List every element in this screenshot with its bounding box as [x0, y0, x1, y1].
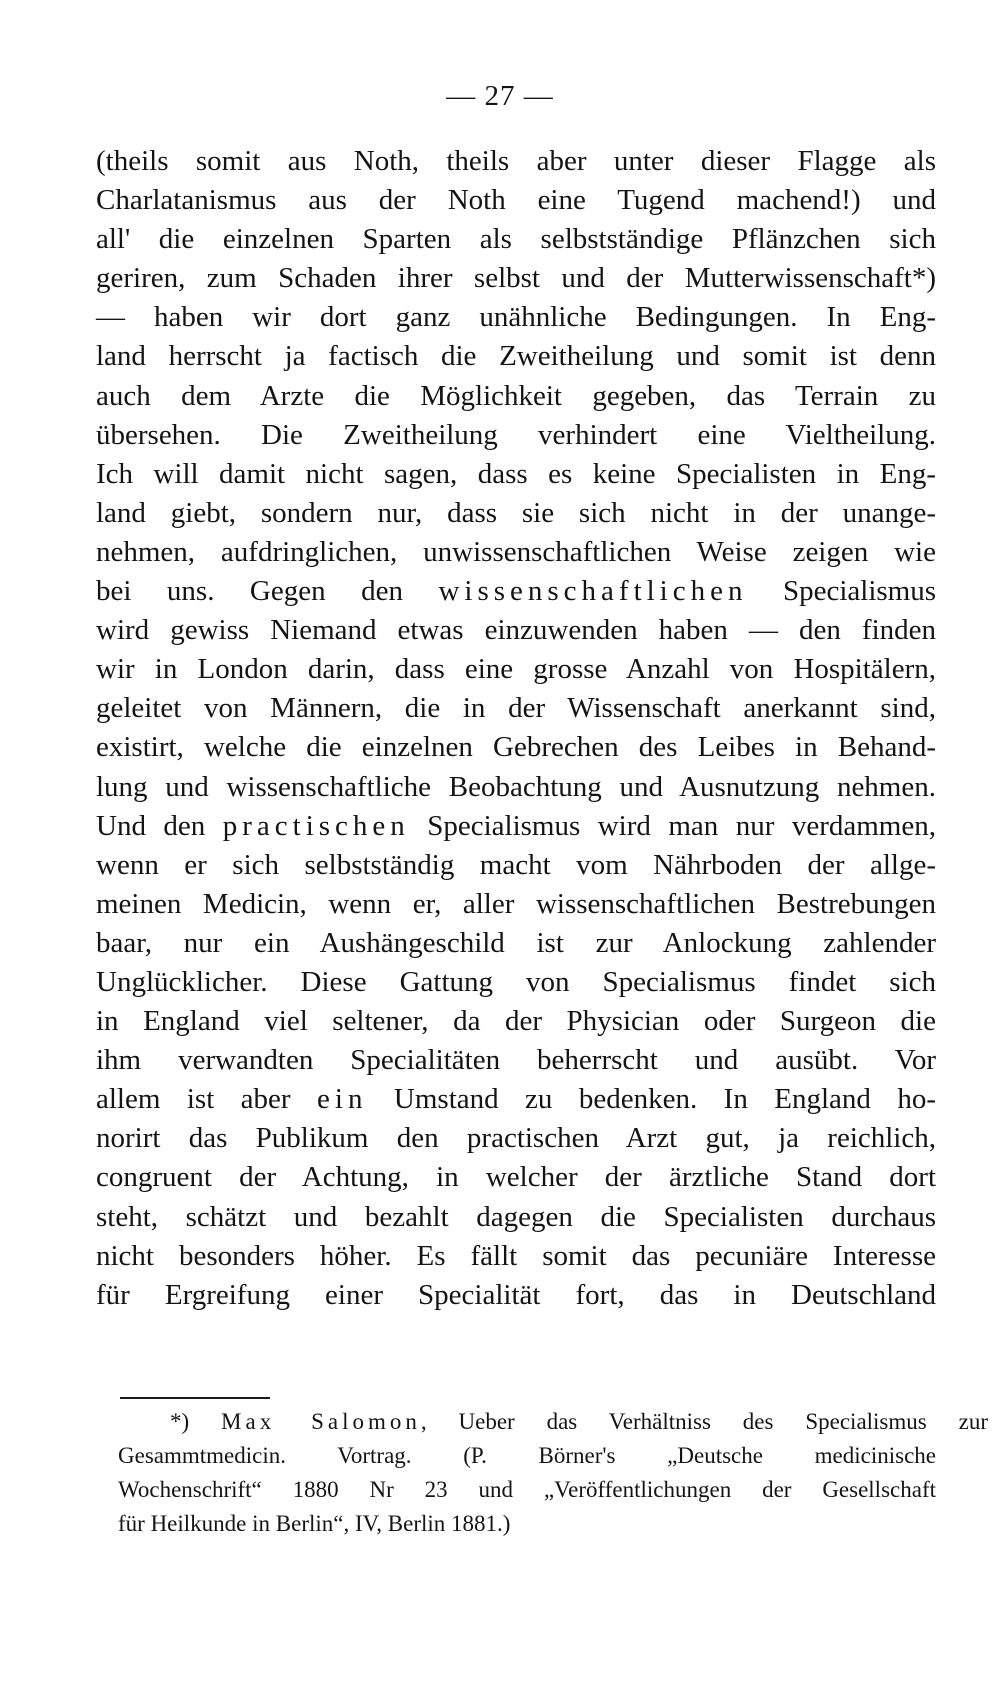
text-line: [96, 1080, 936, 1119]
text-line: in England viel seltener, da der Physician oder Surgeon die: [96, 1005, 936, 1038]
text-line: wenn er sich selbstständig macht vom Nährboden der allge-: [96, 848, 936, 881]
text-segment: allem ist aber: [96, 1083, 318, 1116]
text-segment: Umstand zu bedenken. In England ho-: [367, 1083, 936, 1116]
emphasized-text: wissenschaftlichen: [438, 575, 748, 608]
text-line: lung und wissenschaftliche Beobachtung und Ausnutzung nehmen.: [96, 770, 936, 803]
text-line: geleitet von Männern, die in der Wissenschaft anerkannt sind,: [96, 692, 936, 725]
text-line: Charlatanismus aus der Noth eine Tugend machend!) und: [96, 184, 936, 217]
footnote-line: Gesammtmedicin. Vortrag. (P. Börner's „Deutsche medicinische: [118, 1443, 936, 1468]
text-line: land giebt, sondern nur, dass sie sich nicht in der unange-: [96, 496, 936, 529]
text-line: meinen Medicin, wenn er, aller wissenschaftlichen Bestrebungen: [96, 887, 936, 920]
text-line: nehmen, aufdringlichen, unwissenschaftlichen Weise zeigen wie: [96, 535, 936, 568]
text-segment: Und den: [96, 809, 223, 842]
footnote-author: Max Salomon: [221, 1409, 421, 1434]
text-line: all' die einzelnen Sparten als selbstständige Pflänzchen sich: [96, 223, 936, 256]
text-line: norirt das Publikum den practischen Arzt gut, ja reichlich,: [96, 1122, 936, 1155]
text-line: land herrscht ja factisch die Zweitheilung und somit ist denn: [96, 340, 936, 373]
footnote-line: Wochenschrift“ 1880 Nr 23 und „Veröffentlichungen der Gesellschaft: [118, 1477, 936, 1502]
text-line: Unglücklicher. Diese Gattung von Specialismus findet sich: [96, 965, 936, 998]
text-line: [96, 572, 936, 611]
emphasized-text: practischen: [222, 809, 410, 842]
text-segment: bei uns. Gegen den: [96, 575, 439, 608]
footnotes: [118, 1405, 988, 1541]
text-line: nicht besonders höher. Es fällt somit das pecuniäre Interesse: [96, 1239, 936, 1272]
footnote-line: [118, 1405, 988, 1439]
text-line: existirt, welche die einzelnen Gebrechen des Leibes in Behand-: [96, 731, 936, 764]
footnote-line: für Heilkunde in Berlin“, IV, Berlin 1881.): [118, 1511, 511, 1536]
footnote-text: , Ueber das Verhältniss des Specialismus zur: [420, 1409, 988, 1434]
text-line: baar, nur ein Aushängeschild ist zur Anlockung zahlender: [96, 926, 936, 959]
text-line: übersehen. Die Zweitheilung verhindert eine Vieltheilung.: [96, 418, 936, 451]
text-line: steht, schätzt und bezahlt dagegen die Specialisten durchaus: [96, 1200, 936, 1233]
page-number: — 27 —: [446, 80, 554, 112]
text-line: wir in London darin, dass eine grosse Anzahl von Hospitälern,: [96, 653, 936, 686]
text-line: auch dem Arzte die Möglichkeit gegeben, das Terrain zu: [96, 379, 936, 412]
body-text: [96, 142, 936, 1315]
text-line: ihm verwandten Specialitäten beherrscht und ausübt. Vor: [96, 1044, 936, 1077]
text-line: Ich will damit nicht sagen, dass es keine Specialisten in Eng-: [96, 457, 936, 490]
text-line: — haben wir dort ganz unähnliche Bedingungen. In Eng-: [96, 301, 936, 334]
text-line: congruent der Achtung, in welcher der ärztliche Stand dort: [96, 1161, 936, 1194]
text-line: geriren, zum Schaden ihrer selbst und der Mutterwissenschaft*): [96, 262, 936, 295]
footnote-marker: *): [170, 1409, 222, 1434]
text-line: (theils somit aus Noth, theils aber unter dieser Flagge als: [96, 145, 936, 177]
footnote-rule: [120, 1397, 270, 1399]
text-segment: Specialismus wird man nur verdammen,: [409, 809, 936, 842]
text-line: [96, 807, 936, 846]
text-line: wird gewiss Niemand etwas einzuwenden haben — den finden: [96, 614, 936, 647]
emphasized-text: ein: [317, 1083, 368, 1116]
text-segment: Specialismus: [747, 575, 937, 608]
text-line: für Ergreifung einer Specialität fort, das in Deutschland: [96, 1278, 936, 1311]
